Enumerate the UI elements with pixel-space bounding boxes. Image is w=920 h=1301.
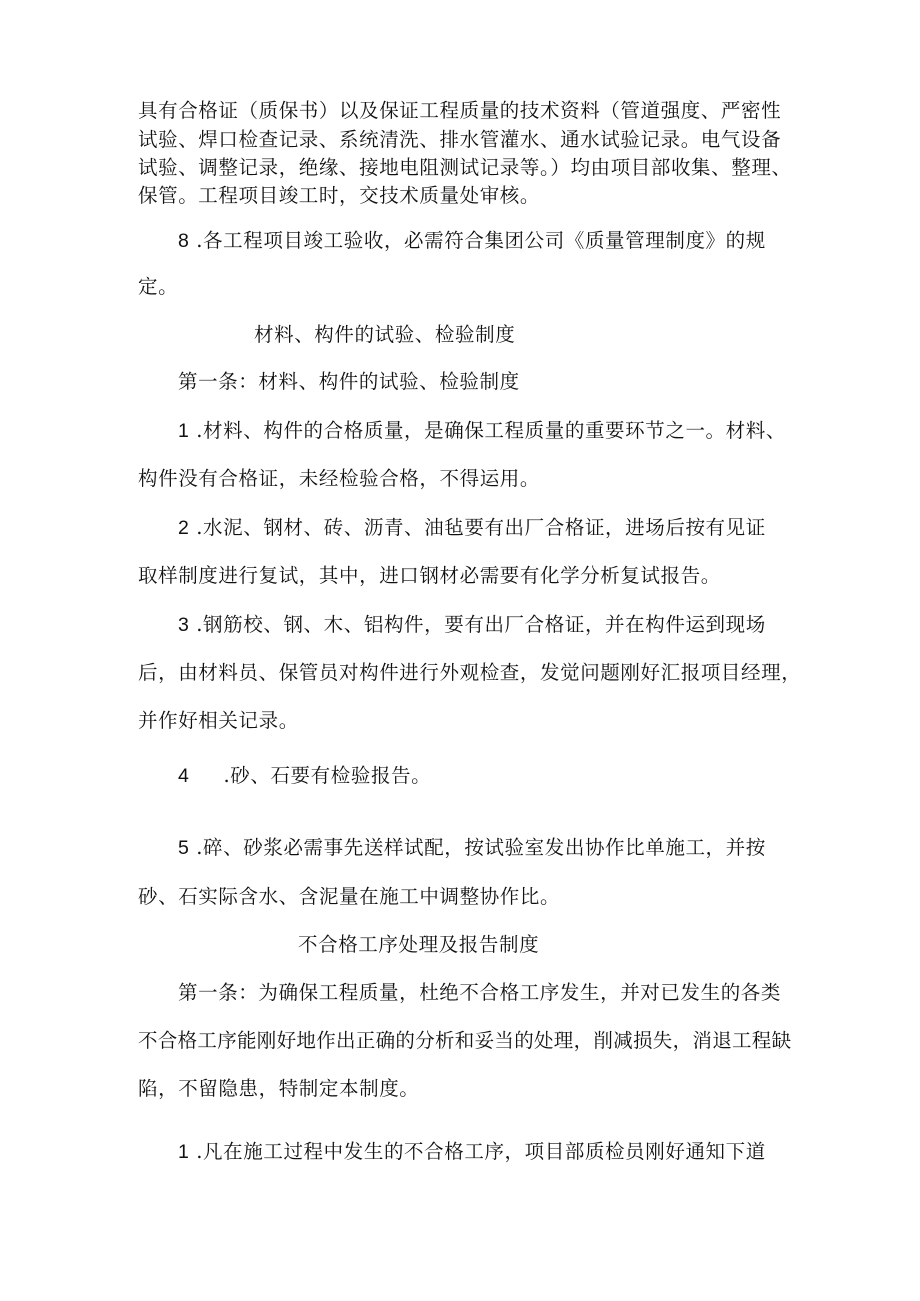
item-text: .材料、构件的合格质量，是确保工程质量的重要环节之一。材料、 [189,419,786,442]
item-number: 5 [178,837,190,859]
item-text: .凡在施工过程中发生的不合格工序，项目部质检员刚好通知下道 [189,1140,766,1163]
item-5-line [178,835,766,861]
item-8-line: 定。 [138,275,179,298]
item-3-line: 并作好相关记录。 [138,709,299,732]
item-3-line [178,612,766,638]
item-text: .钢筋校、钢、木、铝构件，要有出厂合格证，并在构件运到现场 [189,613,766,636]
item-1-line: 构件没有合格证，未经检验合格，不得运用。 [138,467,541,490]
item-number: 1 [178,1141,190,1163]
item-text: .砂、石要有检验报告。 [189,764,432,787]
item-2-line [178,515,766,541]
item-number: 2 [178,517,190,539]
item-4-line [178,763,431,789]
paragraph-line: 具有合格证（质保书）以及保证工程质量的技术资料（管道强度、严密性 [138,99,782,122]
item-3-line: 后，由材料员、保管员对构件进行外观检查，发觉问题刚好汇报项目经理， [138,661,802,684]
item-text: .碎、砂浆必需事先送样试配，按试验室发出协作比单施工，并按 [189,836,766,859]
item-number: 3 [178,614,190,636]
item-number: 1 [178,420,190,442]
item-2-line: 取样制度进行复试，其中，进口钢材必需要有化学分析复试报告。 [138,564,721,587]
item-number: 4 [178,765,190,787]
item-1-line [178,418,786,444]
item-5-line: 砂、石实际含水、含泥量在施工中调整协作比。 [138,885,561,908]
article-line: 陷，不留隐患，特制定本制度。 [138,1077,420,1100]
paragraph-line: 试验、焊口检查记录、系统清洗、排水管灌水、通水试验记录。电气设备 [138,128,782,151]
item-text: .水泥、钢材、砖、沥青、油毡要有出厂合格证，进场后按有见证 [189,516,766,539]
item-1-line [178,1139,766,1165]
section-title: 材料、构件的试验、检验制度 [254,323,516,346]
item-number: 8 [178,230,190,252]
paragraph-line: 保管。工程项目竣工时，交技术质量处审核。 [138,184,541,207]
section-title: 不合格工序处理及报告制度 [298,933,540,956]
article-line: 不合格工序能刚好地作出正确的分析和妥当的处理，削减损失，消退工程缺 [138,1029,792,1052]
paragraph-line: 试验、调整记录，绝缘、接地电阻测试记录等。）均由项目部收集、整理、 [138,156,792,179]
article-heading: 第一条：材料、构件的试验、检验制度 [178,370,520,393]
article-line: 第一条：为确保工程质量，杜绝不合格工序发生，并对已发生的各类 [178,981,782,1004]
item-8-line [178,228,766,254]
item-text: .各工程项目竣工验收，必需符合集团公司《质量管理制度》的规 [189,229,766,252]
